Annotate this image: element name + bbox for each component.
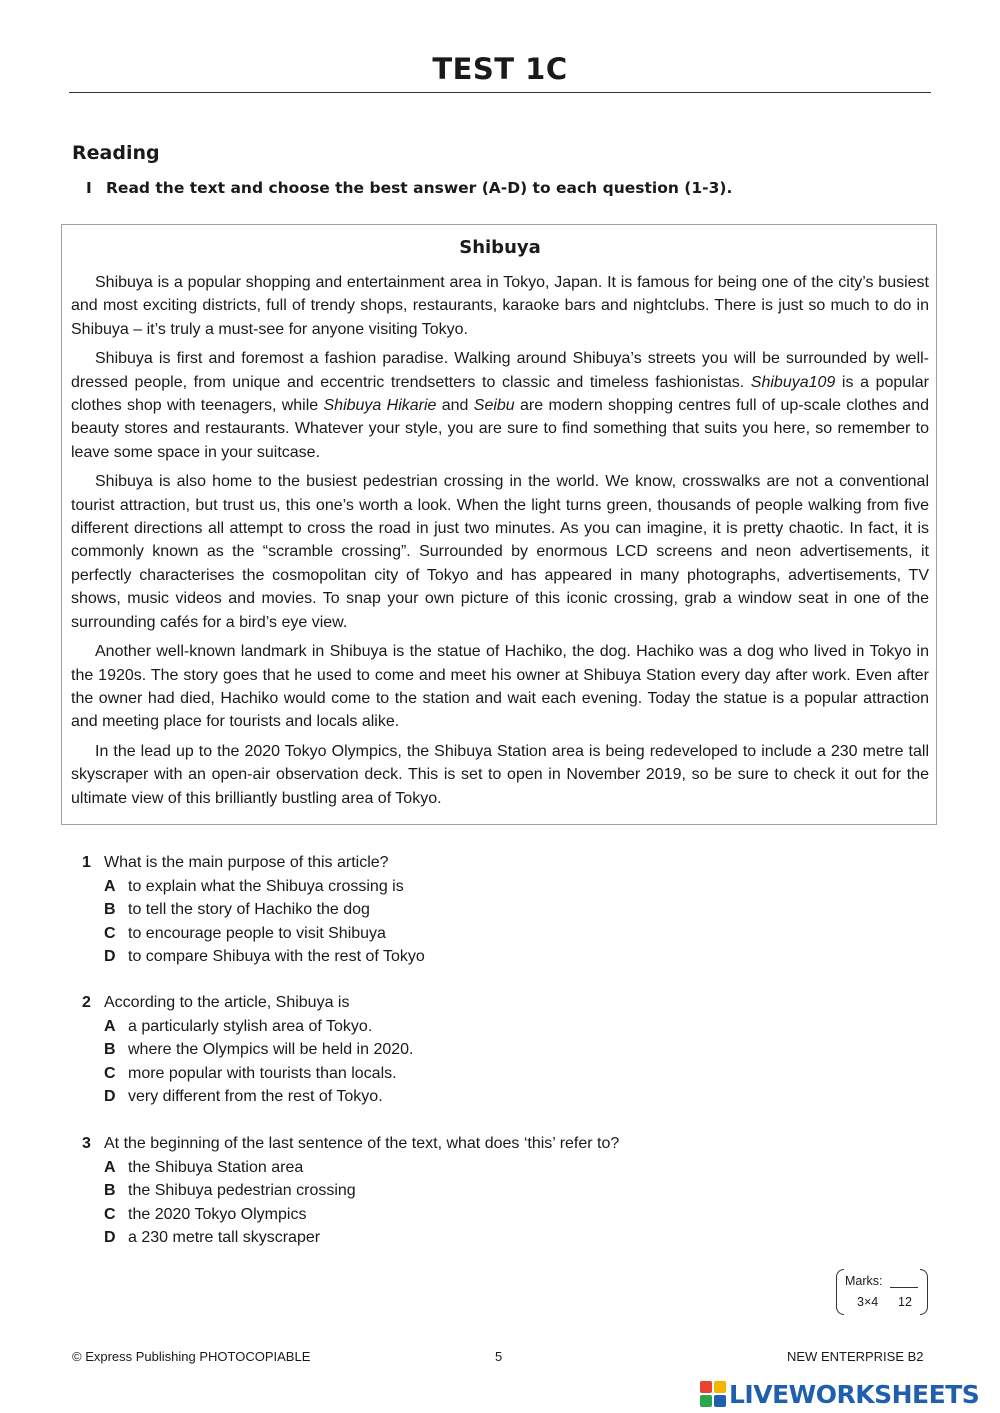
section-heading: Reading [72,142,160,164]
option-text: a 230 metre tall skyscraper [128,1229,321,1246]
option-letter: C [104,924,116,942]
option-letter: C [104,1064,116,1082]
question-3 [82,1132,619,1250]
instruction [86,179,732,197]
article-text: and [436,397,474,415]
article-text: Shibuya is also home to the busiest pedestrian crossing in the world. We know, crosswalks are not a conventional tourist attraction, but trust us, this one’s worth a look. When the light turns green, thousands of people walking from five different directions all attempt to cross the road in just two minutes. As you can imagine, it is pretty chaotic. In fact, it is commonly known as the “scramble crossing”. Surrounded by enormous LCD screens and neon advertisements, it perfectly characterises the cosmopolitan city of Tokyo and has appeared in many photographs, advertisements, TV shows, music videos and movies. To snap your own picture of this iconic crossing, grab a window seat in one of the surrounding cafés for a bird’s eye view. [71,473,929,631]
liveworksheets-logo-text: LIVEWORKSHEETS [729,1379,980,1409]
option-letter: B [104,901,116,918]
question-number: 3 [82,1135,91,1152]
option-letter: A [104,877,116,895]
question-text: What is the main purpose of this article? [104,854,389,871]
marks-calc: 3×4 [857,1295,879,1309]
answer-option[interactable] [82,1062,413,1086]
liveworksheets-logo-icon [700,1381,726,1407]
option-text: where the Olympics will be held in 2020. [128,1041,414,1058]
answer-option[interactable] [82,945,425,969]
answer-option[interactable] [82,1085,413,1109]
logo-square-yellow [714,1381,726,1393]
logo-square-blue [714,1395,726,1407]
article-italic-name: Seibu [473,397,515,415]
marks-bracket-right [920,1269,928,1315]
instruction-number: I [86,179,92,197]
question-number: 2 [82,994,91,1011]
option-text: to encourage people to visit Shibuya [128,924,386,942]
answer-option[interactable] [82,875,425,899]
logo-square-red [700,1381,712,1393]
question-text: At the beginning of the last sentence of the text, what does ‘this’ refer to? [104,1135,620,1152]
option-text: to explain what the Shibuya crossing is [128,877,404,895]
option-text: the 2020 Tokyo Olympics [128,1205,307,1223]
article-text: Shibuya is first and foremost a fashion paradise. Walking around Shibuya’s streets you will be surrounded by well-dressed people, from unique and eccentric trendsetters to classic and timeless fashionistas. [71,350,929,391]
marks-label: Marks: [845,1274,883,1288]
article-italic-name: Shibuya Hikarie [323,397,437,415]
footer-page-number: 5 [495,1349,503,1364]
option-letter: D [104,1088,116,1105]
answer-option[interactable] [82,898,425,922]
answer-option[interactable] [82,922,425,946]
option-text: the Shibuya pedestrian crossing [128,1182,356,1199]
article-paragraph [71,470,929,634]
marks-total: 12 [898,1295,912,1309]
question-1 [82,851,425,969]
option-letter: C [104,1205,116,1223]
option-letter: B [104,1182,116,1199]
question-text: According to the article, Shibuya is [104,994,350,1011]
article-text: is a popular clothes shop with teenagers, while [71,373,930,415]
option-letter: D [104,1229,116,1246]
option-text: to compare Shibuya with the rest of Tokyo [128,948,425,965]
article-paragraph [71,347,929,464]
answer-option[interactable] [82,1203,619,1227]
article-italic-name: Shibuya109 [750,373,836,391]
option-letter: D [104,948,116,965]
article-text: In the lead up to the 2020 Tokyo Olympics, the Shibuya Station area is being redeveloped to include a 230 metre tall skyscraper with an open-air observation deck. This is set to open in November 2019, so be sure to check it out for the ultimate view of this brilliantly bustling area of Tokyo. [71,742,929,807]
option-letter: A [104,1158,116,1176]
question-stem [82,851,425,875]
marks-blank [890,1287,918,1288]
question-stem [82,1132,619,1156]
title-divider [69,92,931,93]
option-text: very different from the rest of Tokyo. [128,1088,383,1105]
answer-option[interactable] [82,1226,619,1250]
article-paragraph [71,271,929,341]
option-letter: A [104,1017,116,1035]
answer-option[interactable] [82,1015,413,1039]
test-title: TEST 1C [432,52,568,86]
footer-copyright: © Express Publishing PHOTOCOPIABLE [72,1349,311,1364]
article-text: Another well-known landmark in Shibuya is the statue of Hachiko, the dog. Hachiko was a dog who lived in Tokyo in the 1920s. The story goes that he used to come and meet his owner at Shibuya Station every day after work. Even after the owner had died, Hachiko would come to the station and wait each evening. Today the statue is a popular attraction and meeting place for tourists and locals alike. [71,643,929,731]
article-paragraph [71,740,929,810]
answer-option[interactable] [82,1156,619,1180]
option-text: the Shibuya Station area [128,1158,304,1176]
question-stem [82,991,413,1015]
answer-option[interactable] [82,1179,619,1203]
option-text: to tell the story of Hachiko the dog [128,901,370,918]
article-paragraph [71,640,929,734]
footer-book-title: NEW ENTERPRISE B2 [787,1349,924,1364]
question-number: 1 [82,854,91,871]
option-text: more popular with tourists than locals. [128,1064,397,1082]
reading-text-body [71,271,929,816]
instruction-text: Read the text and choose the best answer (A-D) to each question (1-3). [106,179,733,197]
marks-box [836,1267,928,1315]
marks-bracket-left [836,1269,844,1315]
option-letter: B [104,1041,116,1058]
liveworksheets-watermark [700,1377,979,1411]
article-text: are modern shopping centres full of up-scale clothes and beauty stores and restaurants. Whatever your style, you are sure to find something that suits you here, so remember to leave some space in your suitcase. [71,397,930,461]
logo-square-green [700,1395,712,1407]
article-text: Shibuya is a popular shopping and entertainment area in Tokyo, Japan. It is famous for being one of the city’s busiest and most exciting districts, full of trendy shops, restaurants, karaoke bars and nightclubs. There is just so much to do in Shibuya – it’s truly a must-see for anyone visiting Tokyo. [71,274,929,338]
reading-text-title: Shibuya [459,237,541,258]
option-text: a particularly stylish area of Tokyo. [128,1017,373,1035]
question-2 [82,991,413,1109]
answer-option[interactable] [82,1038,413,1062]
